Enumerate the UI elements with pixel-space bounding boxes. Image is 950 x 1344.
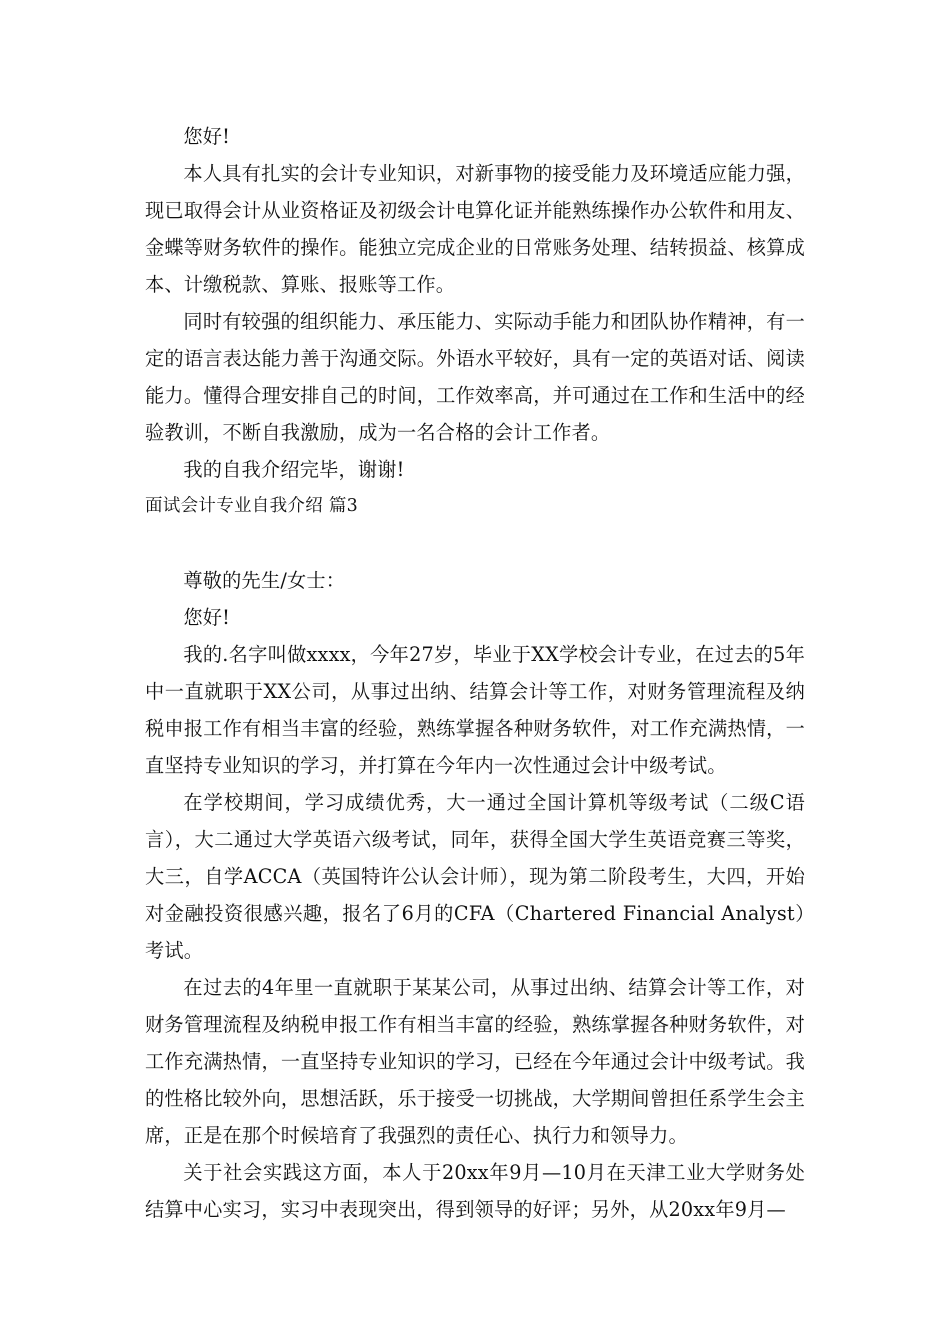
paragraph-skills: 本人具有扎实的会计专业知识，对新事物的接受能力及环境适应能力强，现已取得会计从业资格证及初级会计电算化证并能熟练操作办公软件和用友、金蝶等财务软件的操作。能独立完成企业的日常账务处理、结转损益、核算成本、计缴税款、算账、报账等工作。: [145, 162, 805, 296]
paragraph-education: 在学校期间，学习成绩优秀，大一通过全国计算机等级考试（二级C语言），大二通过大学英语六级考试，同年，获得全国大学生英语竞赛三等奖，大三，自学ACCA（英国特许公认会计师），现为第二阶段考生，大四，开始对金融投资很感兴趣，报名了6月的CFA（Chartered Financial Analyst）考试。: [145, 791, 805, 962]
paragraph-abilities: 同时有较强的组织能力、承压能力、实际动手能力和团队协作精神，有一定的语言表达能力善于沟通交际。外语水平较好，具有一定的英语对话、阅读能力。懂得合理安排自己的时间，工作效率高，并可通过在工作和生活中的经验教训，不断自我激励，成为一名合格的会计工作者。: [145, 310, 805, 444]
greeting-2: 您好!: [183, 606, 231, 629]
section-title: 面试会计专业自我介绍 篇3: [145, 496, 359, 516]
greeting: 您好!: [183, 125, 231, 148]
document-body: [145, 118, 805, 1228]
closing-line: 我的自我介绍完毕，谢谢!: [183, 458, 405, 481]
paragraph-introduction: 我的.名字叫做xxxx，今年27岁，毕业于XX学校会计专业，在过去的5年中一直就职于XX公司，从事过出纳、结算会计等工作，对财务管理流程及纳税申报工作有相当丰富的经验，熟练掌握各种财务软件，对工作充满热情，一直坚持专业知识的学习，并打算在今年内一次性通过会计中级考试。: [145, 643, 805, 777]
salutation: 尊敬的先生/女士：: [183, 569, 346, 592]
paragraph-experience: 在过去的4年里一直就职于某某公司，从事过出纳、结算会计等工作，对财务管理流程及纳税申报工作有相当丰富的经验，熟练掌握各种财务软件，对工作充满热情，一直坚持专业知识的学习，已经在今年通过会计中级考试。我的性格比较外向，思想活跃，乐于接受一切挑战，大学期间曾担任系学生会主席，正是在那个时候培育了我强烈的责任心、执行力和领导力。: [145, 976, 805, 1147]
paragraph-practice: 关于社会实践这方面，本人于20xx年9月—10月在天津工业大学财务处结算中心实习，实习中表现突出，得到领导的好评；另外，从20xx年9月—: [145, 1161, 805, 1221]
blank-line: [145, 525, 805, 562]
